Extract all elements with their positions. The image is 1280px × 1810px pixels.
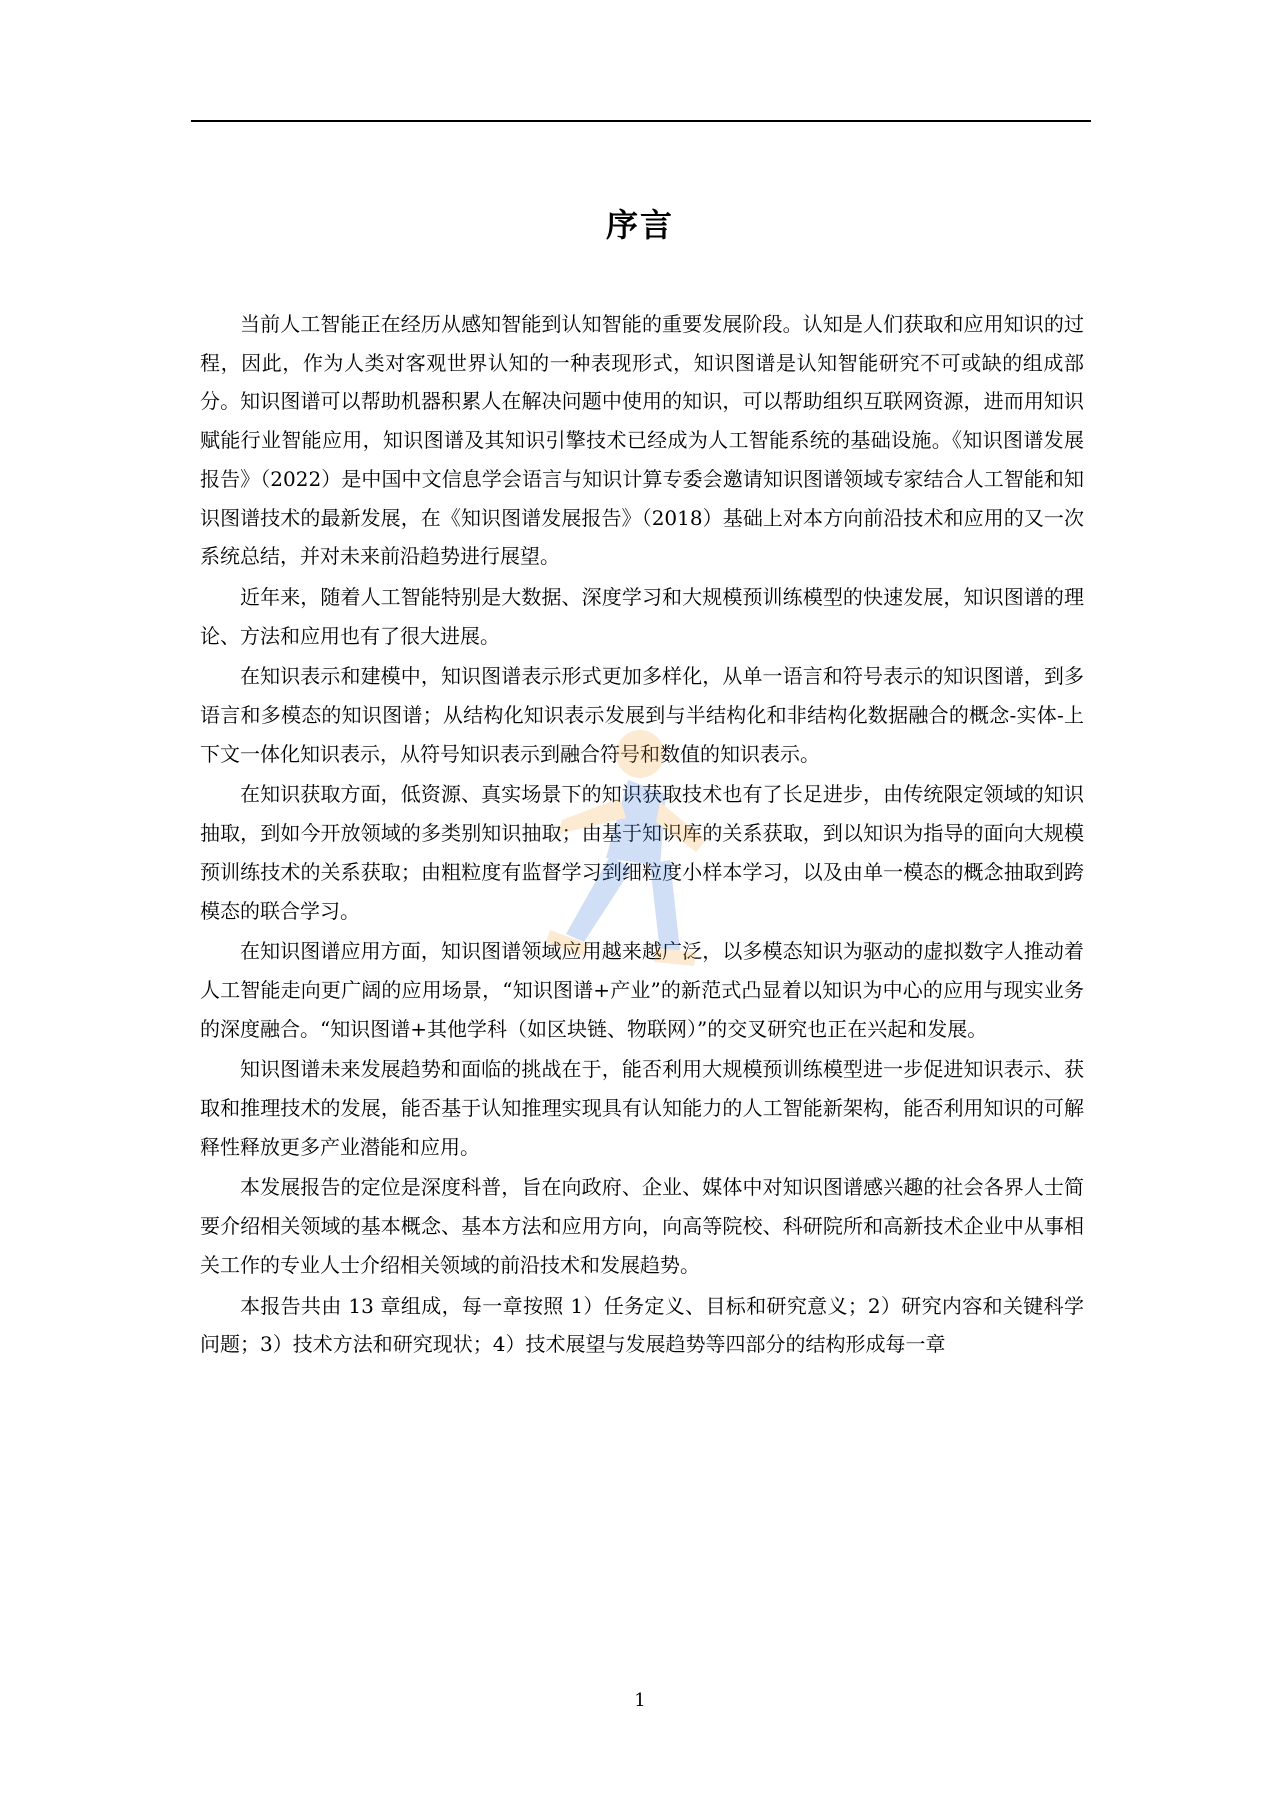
paragraph: 在知识获取方面，低资源、真实场景下的知识获取技术也有了长足进步，由传统限定领域的知识抽取，到如今开放领域的多类别知识抽取；由基于知识库的关系获取，到以知识为指导的面向大规模预训练技术的关系获取；由粗粒度有监督学习到细粒度小样本学习，以及由单一模态的概念抽取到跨模态的联合学习。 <box>200 782 1084 923</box>
paragraph: 知识图谱未来发展趋势和面临的挑战在于，能否利用大规模预训练模型进一步促进知识表示、获取和推理技术的发展，能否基于认知推理实现具有认知能力的人工智能新架构，能否利用知识的可解释性释放更多产业潜能和应用。 <box>200 1057 1084 1159</box>
paragraph: 当前人工智能正在经历从感知智能到认知智能的重要发展阶段。认知是人们获取和应用知识的过程，因此，作为人类对客观世界认知的一种表现形式，知识图谱是认知智能研究不可或缺的组成部分。知识图谱可以帮助机器积累人在解决问题中使用的知识，可以帮助组织互联网资源，进而用知识赋能行业智能应用，知识图谱及其知识引擎技术已经成为人工智能系统的基础设施。《知识图谱发展报告》（2022）是中国中文信息学会语言与知识计算专委会邀请知识图谱领域专家结合人工智能和知识图谱技术的最新发展，在《知识图谱发展报告》（2018）基础上对本方向前沿技术和应用的又一次系统总结，并对未来前沿趋势进行展望。 <box>200 312 1084 569</box>
paragraph: 本发展报告的定位是深度科普，旨在向政府、企业、媒体中对知识图谱感兴趣的社会各界人士简要介绍相关领域的基本概念、基本方法和应用方向，向高等院校、科研院所和高新技术企业中从事相关工作的专业人士介绍相关领域的前沿技术和发展趋势。 <box>200 1175 1084 1277</box>
paragraph: 在知识图谱应用方面，知识图谱领域应用越来越广泛，以多模态知识为驱动的虚拟数字人推动着人工智能走向更广阔的应用场景，“知识图谱+产业”的新范式凸显着以知识为中心的应用与现实业务的深度融合。“知识图谱+其他学科（如区块链、物联网）”的交叉研究也正在兴起和发展。 <box>200 939 1084 1041</box>
header-rule <box>191 120 1091 122</box>
page-title: 序言 <box>605 206 674 244</box>
paragraph: 近年来，随着人工智能特别是大数据、深度学习和大规模预训练模型的快速发展，知识图谱的理论、方法和应用也有了很大进展。 <box>200 584 1084 648</box>
paragraph: 在知识表示和建模中，知识图谱表示形式更加多样化，从单一语言和符号表示的知识图谱，到多语言和多模态的知识图谱；从结构化知识表示发展到与半结构化和非结构化数据融合的概念-实体-上下文一体化知识表示，从符号知识表示到融合符号和数值的知识表示。 <box>200 664 1084 766</box>
paragraph: 本报告共由 13 章组成，每一章按照 1）任务定义、目标和研究意义；2）研究内容和关键科学问题；3）技术方法和研究现状；4）技术展望与发展趋势等四部分的结构形成每一章 <box>200 1293 1084 1357</box>
body-text <box>200 305 1084 1366</box>
page-number: 1 <box>634 1690 646 1711</box>
